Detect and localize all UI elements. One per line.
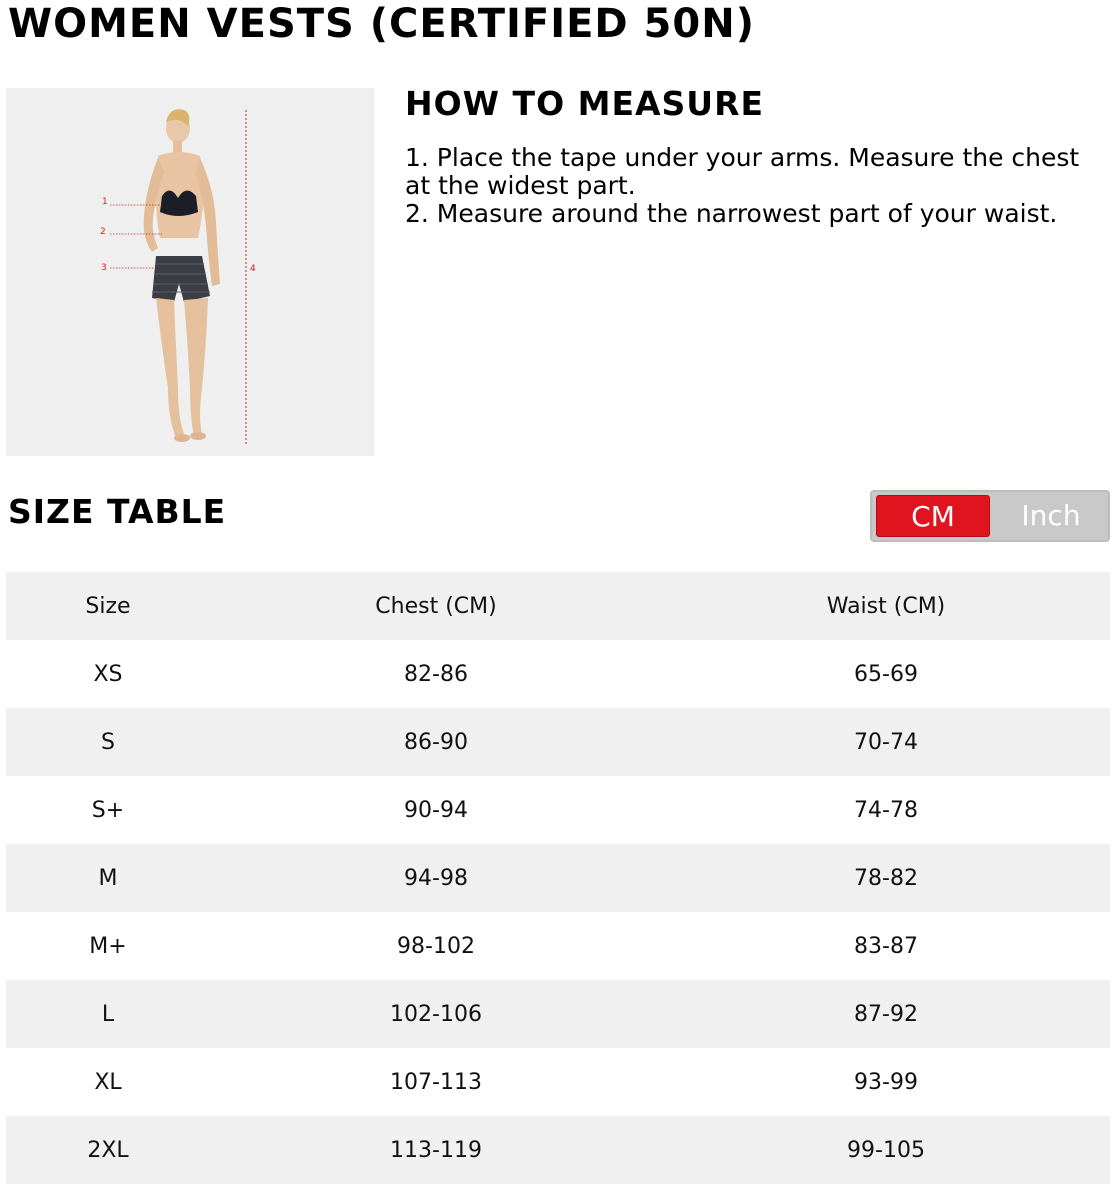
size-cell: L [101,1001,115,1027]
measurement-figure [6,88,374,456]
chest-cell: 82-86 [404,661,468,687]
column-header-chest: Chest (CM) [375,593,497,619]
waist-cell: 65-69 [854,661,918,687]
size-cell: M+ [89,933,127,959]
instruction-step: 2. Measure around the narrowest part of your waist. [405,199,1058,228]
table-row [6,640,1110,708]
chest-cell: 98-102 [397,933,475,959]
how-to-measure-instructions [405,144,1095,228]
table-row [6,844,1110,912]
table-row [6,980,1110,1048]
size-cell: XS [93,661,123,687]
table-row [6,776,1110,844]
chest-cell: 107-113 [390,1069,482,1095]
marker-2: 2 [100,227,106,237]
how-to-measure-heading: HOW TO MEASURE [405,84,765,123]
size-cell: S [101,729,115,755]
waist-cell: 74-78 [854,797,918,823]
marker-1: 1 [102,197,108,207]
table-row [6,1048,1110,1116]
unit-cm-button[interactable]: CM [876,495,990,537]
waist-cell: 99-105 [847,1137,925,1163]
marker-4: 4 [250,264,256,274]
size-cell: XL [94,1069,122,1095]
waist-cell: 93-99 [854,1069,918,1095]
instruction-step: 1. Place the tape under your arms. Measure the chest at the widest part. [405,143,1080,200]
size-table [6,572,1110,1184]
table-row [6,912,1110,980]
woman-measurement-icon [6,88,374,456]
chest-cell: 113-119 [390,1137,482,1163]
chest-cell: 86-90 [404,729,468,755]
waist-cell: 83-87 [854,933,918,959]
waist-cell: 87-92 [854,1001,918,1027]
size-table-heading: SIZE TABLE [8,492,227,531]
unit-toggle [870,490,1110,542]
table-header-row [6,572,1110,640]
chest-cell: 94-98 [404,865,468,891]
size-cell: S+ [91,797,125,823]
chest-cell: 102-106 [390,1001,482,1027]
waist-cell: 78-82 [854,865,918,891]
unit-inch-button[interactable]: Inch [994,495,1108,537]
chest-cell: 90-94 [404,797,468,823]
table-row [6,1116,1110,1184]
size-cell: 2XL [87,1137,129,1163]
column-header-size: Size [85,593,131,619]
waist-cell: 70-74 [854,729,918,755]
marker-3: 3 [101,263,107,273]
size-cell: M [98,865,118,891]
table-row [6,708,1110,776]
column-header-waist: Waist (CM) [826,593,946,619]
page-title: WOMEN VESTS (CERTIFIED 50N) [8,1,755,47]
